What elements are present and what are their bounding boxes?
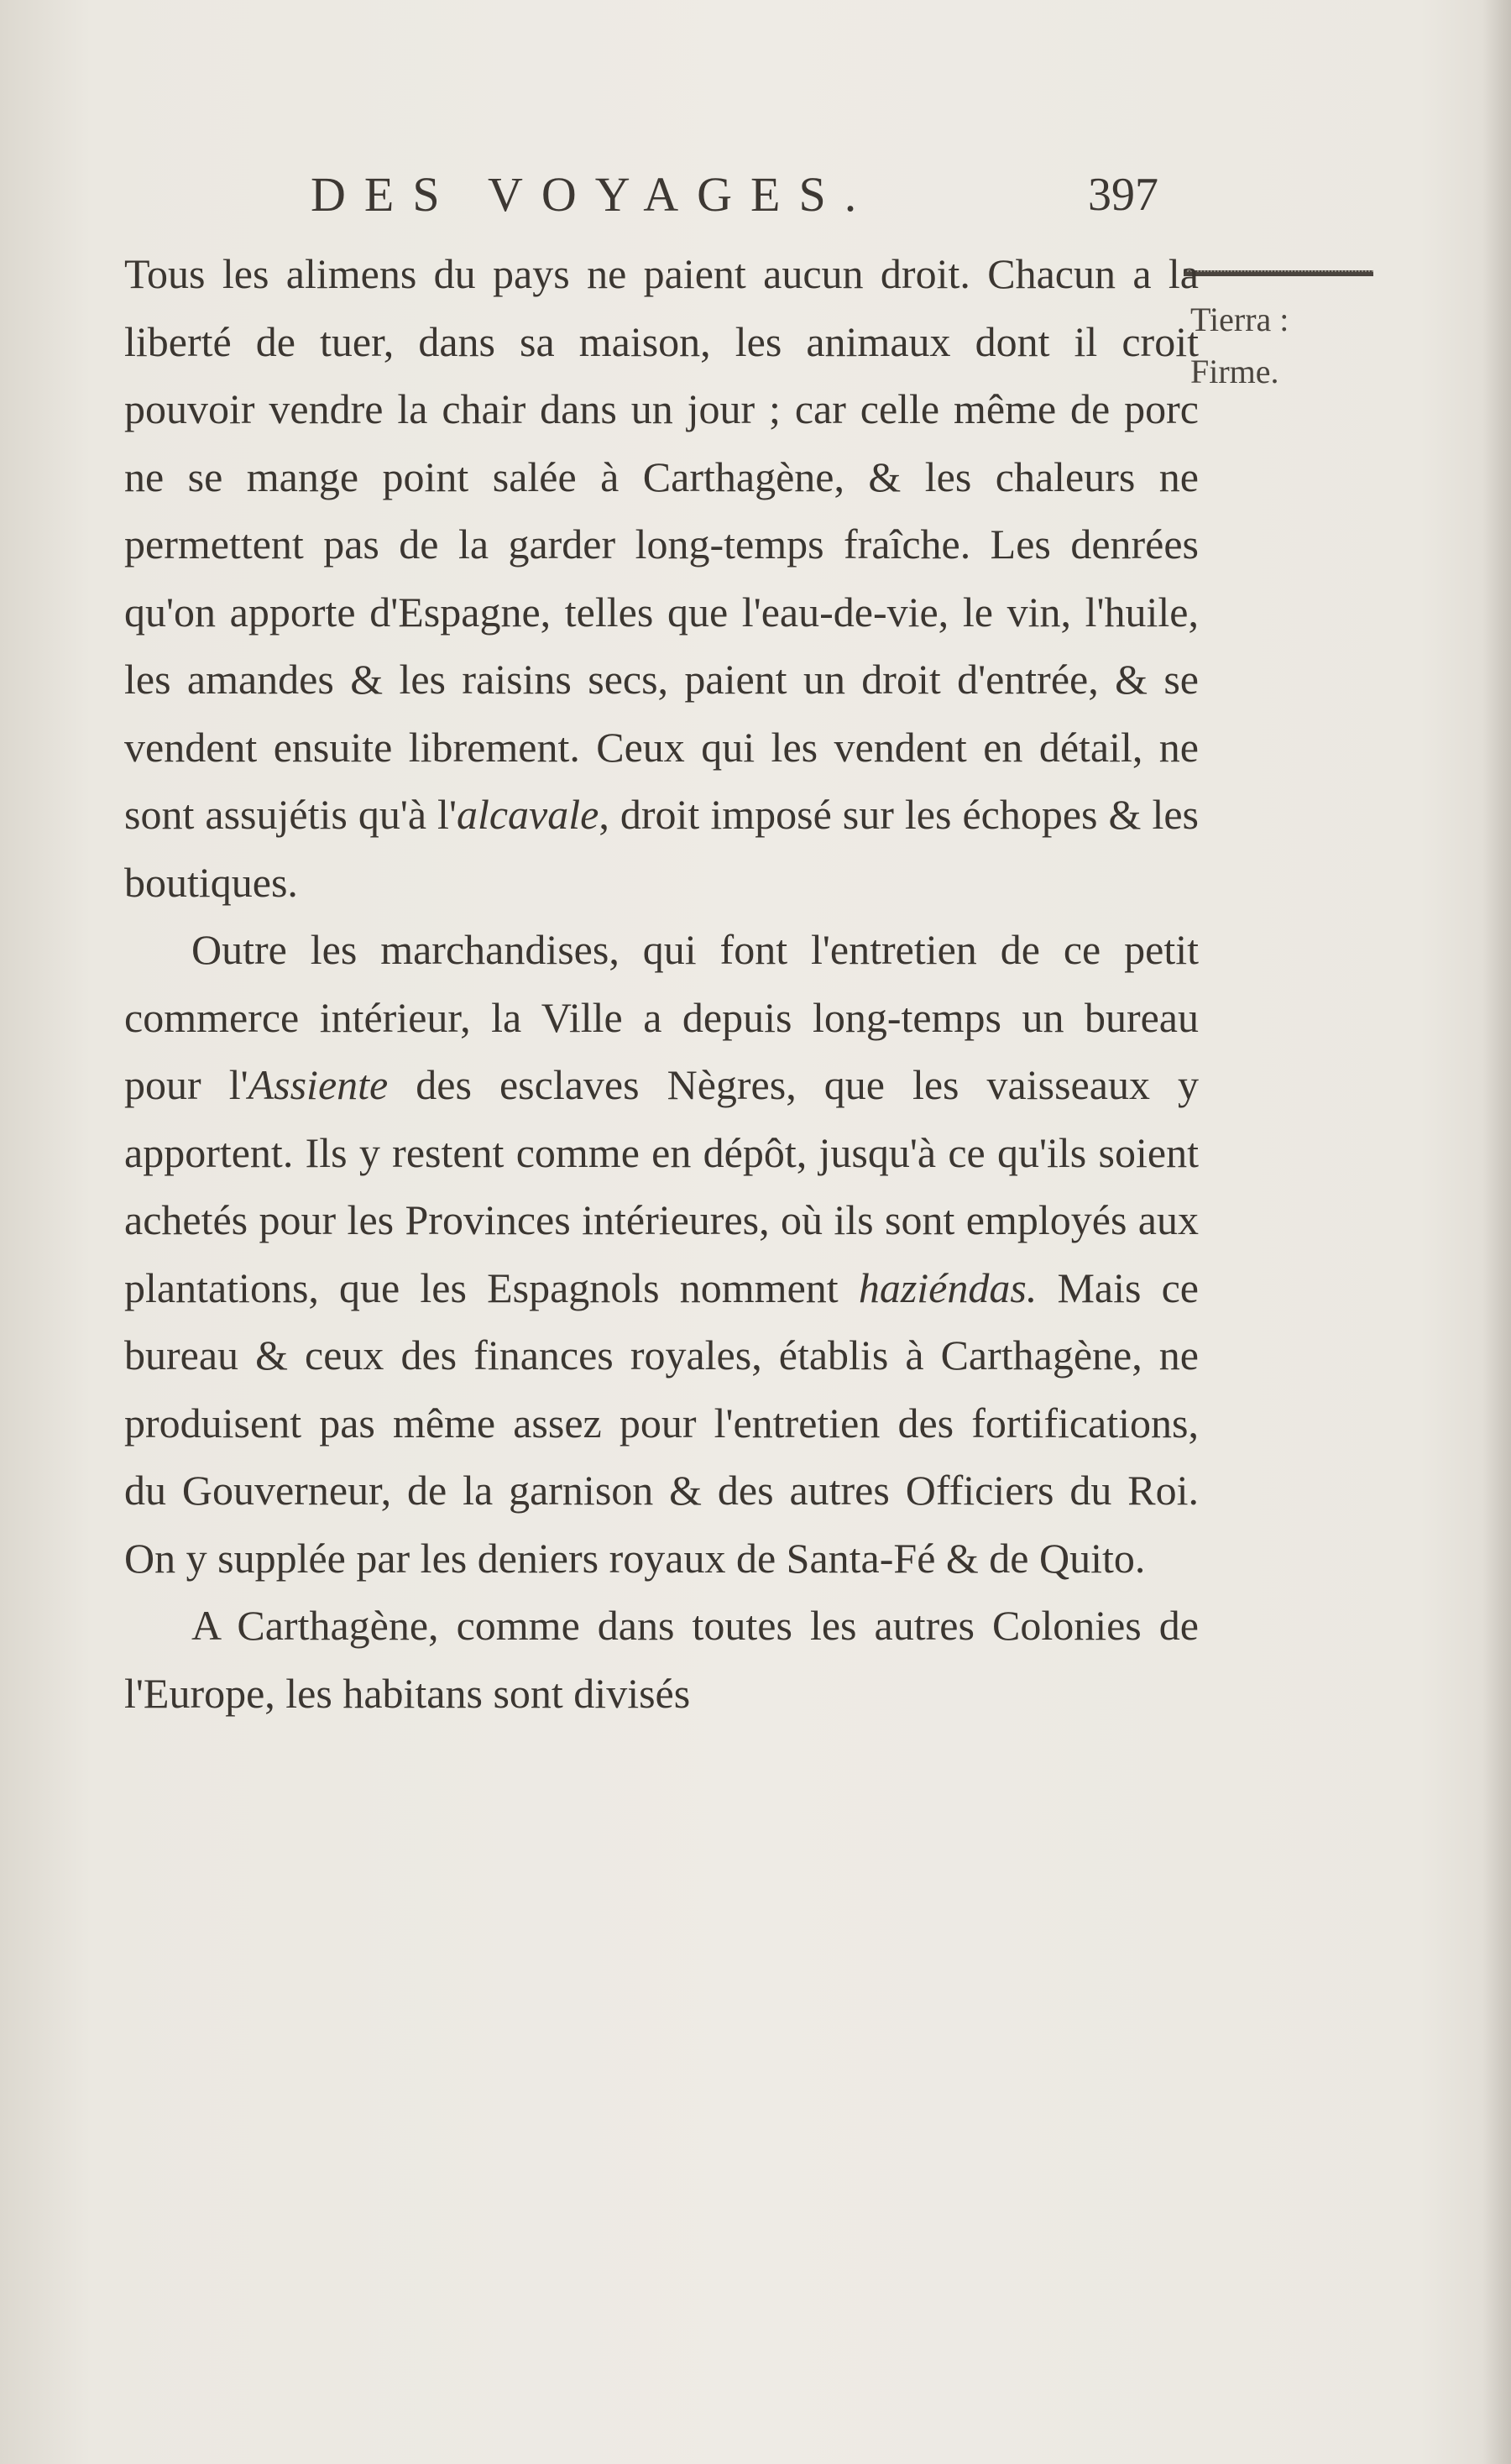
text-run: des esclaves Nègres, que les vaisseaux y apportent. Ils y restent comme en dépôt, jusqu'à ce qu'ils soient achetés pour les Provinces intérieures, où ils sont employés aux plantations, que les Espagnols nomment [124, 1061, 1199, 1311]
page-edge-shadow [1482, 0, 1511, 2464]
text-run: Outre les marchandises, qui font l'entretien de ce petit commerce intérieur, la Ville a depuis long-temps un bureau pour l' [124, 926, 1199, 1108]
italic-term: alcavale [456, 791, 599, 838]
margin-note-line: Firme. [1190, 353, 1279, 390]
margin-note [1190, 294, 1358, 398]
page-number: 397 [1088, 169, 1158, 221]
running-title: DES VOYAGES. [311, 167, 876, 222]
text-run: A Carthagène, comme dans toutes les autres Colonies de l'Europe, les habitans sont divisés [124, 1602, 1199, 1717]
text-run: , droit imposé sur les échopes & les boutiques. [124, 791, 1199, 906]
paragraph [124, 916, 1199, 1592]
paragraph [124, 1592, 1199, 1727]
text-run: Mais ce bureau & ceux des finances royales, établis à Carthagène, ne produisent pas même assez pour l'entretien des fortifications, du Gouverneur, de la garnison & des autres Officiers du Roi. On y supplée par les deniers royaux de Santa-Fé & de Quito. [124, 1263, 1199, 1582]
page-header [311, 166, 1158, 225]
paragraph [124, 240, 1199, 916]
text-run: Tous les alimens du pays ne paient aucun droit. Chacun a la liberté de tuer, dans sa maison, les animaux dont il croit pouvoir vendre la chair dans un jour ; car celle même de porc ne se mange point salée à Carthagène, & les chaleurs ne permettent pas de la garder long-temps fraîche. Les denrées qu'on apporte d'Espagne, telles que l'eau-de-vie, le vin, l'huile, les amandes & les raisins secs, paient un droit d'entrée, & se vendent ensuite librement. Ceux qui les vendent en détail, ne sont assujétis qu'à l' [124, 250, 1199, 838]
italic-term: haziéndas. [858, 1263, 1038, 1311]
margin-rule [1184, 270, 1373, 276]
margin-note-line: Tierra : [1190, 301, 1289, 338]
italic-term: Assiente [248, 1061, 389, 1108]
body-text [124, 240, 1199, 1727]
